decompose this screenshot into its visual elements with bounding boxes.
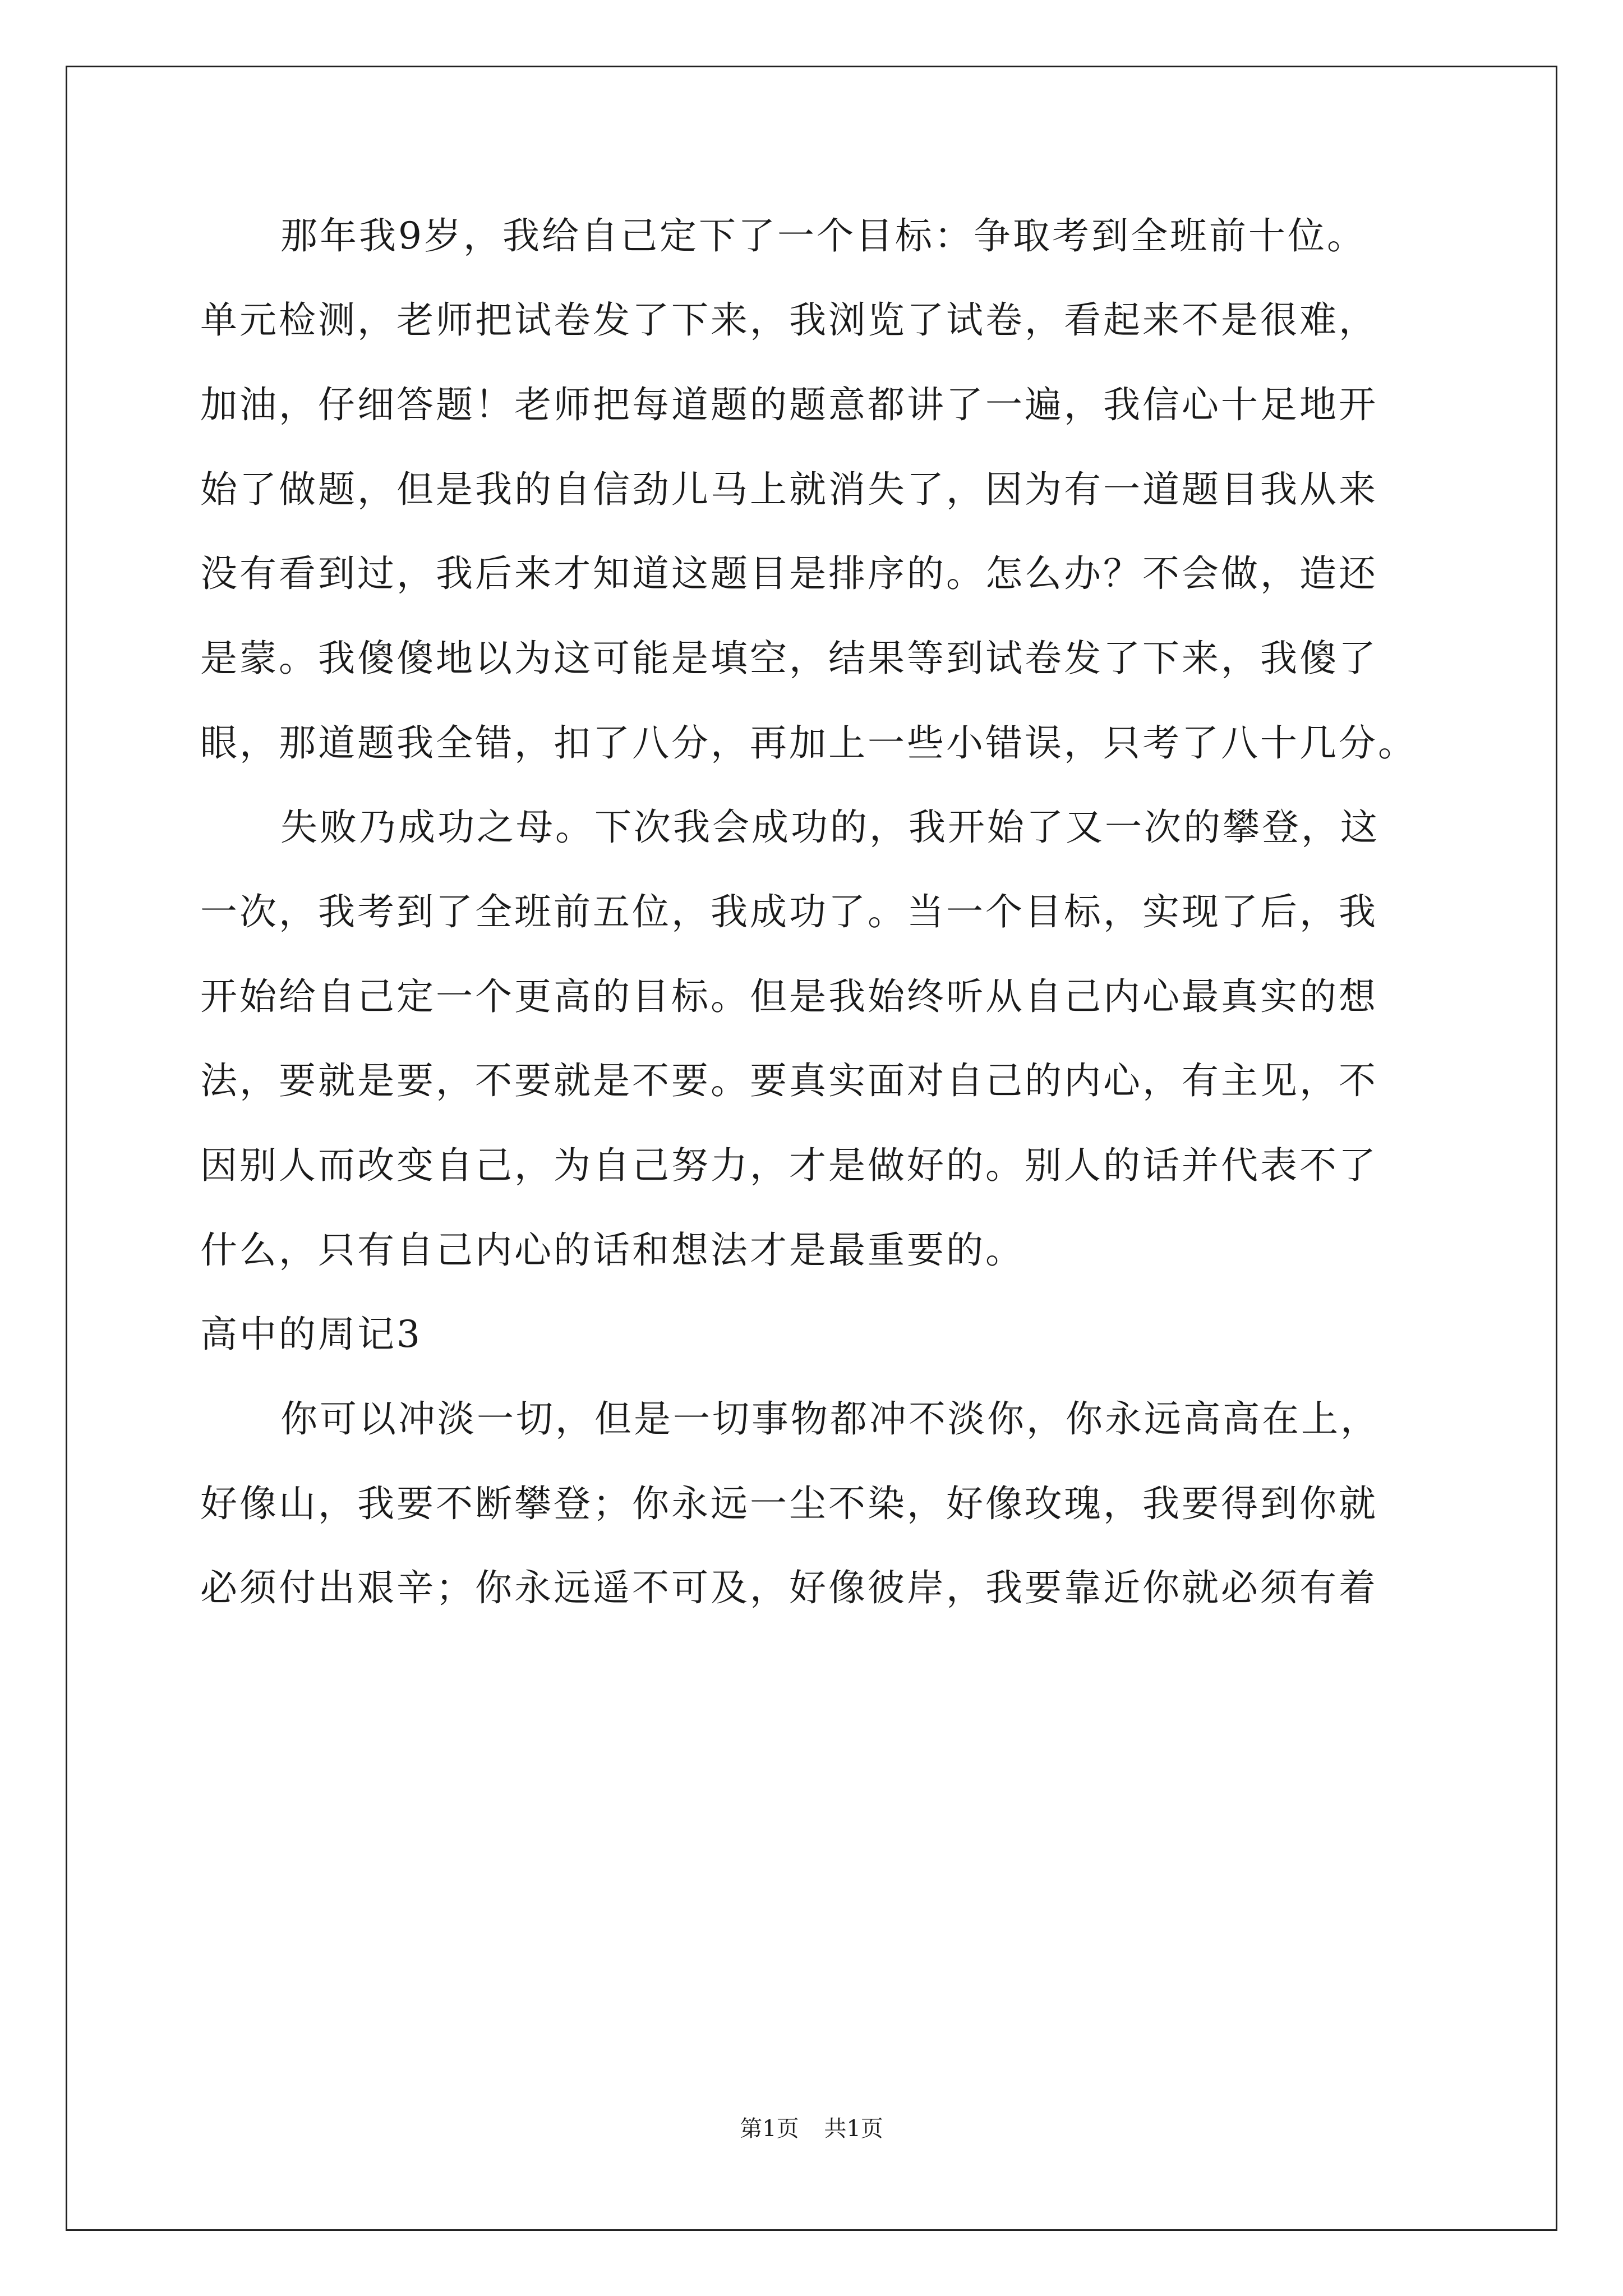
paragraph-line: 一次，我考到了全班前五位，我成功了。当一个目标，实现了后，我 <box>200 890 1378 933</box>
paragraph-line: 加油，仔细答题！老师把每道题的题意都讲了一遍，我信心十足地开 <box>200 383 1378 426</box>
paragraph-line: 必须付出艰辛；你永远遥不可及，好像彼岸，我要靠近你就必须有着 <box>200 1566 1378 1609</box>
paragraph-line: 失败乃成功之母。下次我会成功的，我开始了又一次的攀登，这 <box>280 806 1380 849</box>
paragraph-line: 什么，只有自己内心的话和想法才是最重要的。 <box>200 1228 1025 1272</box>
paragraph-line: 是蒙。我傻傻地以为这可能是填空，结果等到试卷发了下来，我傻了 <box>200 637 1378 680</box>
paragraph-line: 法，要就是要，不要就是不要。要真实面对自己的内心，有主见，不 <box>200 1059 1378 1102</box>
paragraph-line: 因别人而改变自己，为自己努力，才是做好的。别人的话并代表不了 <box>200 1144 1378 1187</box>
paragraph-line: 那年我9岁，我给自己定下了一个目标：争取考到全班前十位。 <box>280 214 1366 257</box>
paragraph-line: 你可以冲淡一切，但是一切事物都冲不淡你，你永远高高在上， <box>280 1397 1380 1441</box>
section-heading: 高中的周记3 <box>200 1313 422 1356</box>
page-number: 第1页 <box>740 2116 799 2142</box>
page-total: 共1页 <box>824 2116 883 2142</box>
paragraph-line: 没有看到过，我后来才知道这题目是排序的。怎么办？不会做，造还 <box>200 552 1378 595</box>
paragraph-line: 开始给自己定一个更高的目标。但是我始终听从自己内心最真实的想 <box>200 975 1378 1018</box>
page-footer <box>0 2118 1623 2140</box>
paragraph-line: 始了做题，但是我的自信劲儿马上就消失了，因为有一道题目我从来 <box>200 468 1378 511</box>
paragraph-line: 单元检测，老师把试卷发了下来，我浏览了试卷，看起来不是很难， <box>200 298 1378 342</box>
paragraph-line: 眼，那道题我全错，扣了八分，再加上一些小错误，只考了八十几分。 <box>200 721 1417 765</box>
paragraph-line: 好像山，我要不断攀登；你永远一尘不染，好像玫瑰，我要得到你就 <box>200 1482 1378 1525</box>
